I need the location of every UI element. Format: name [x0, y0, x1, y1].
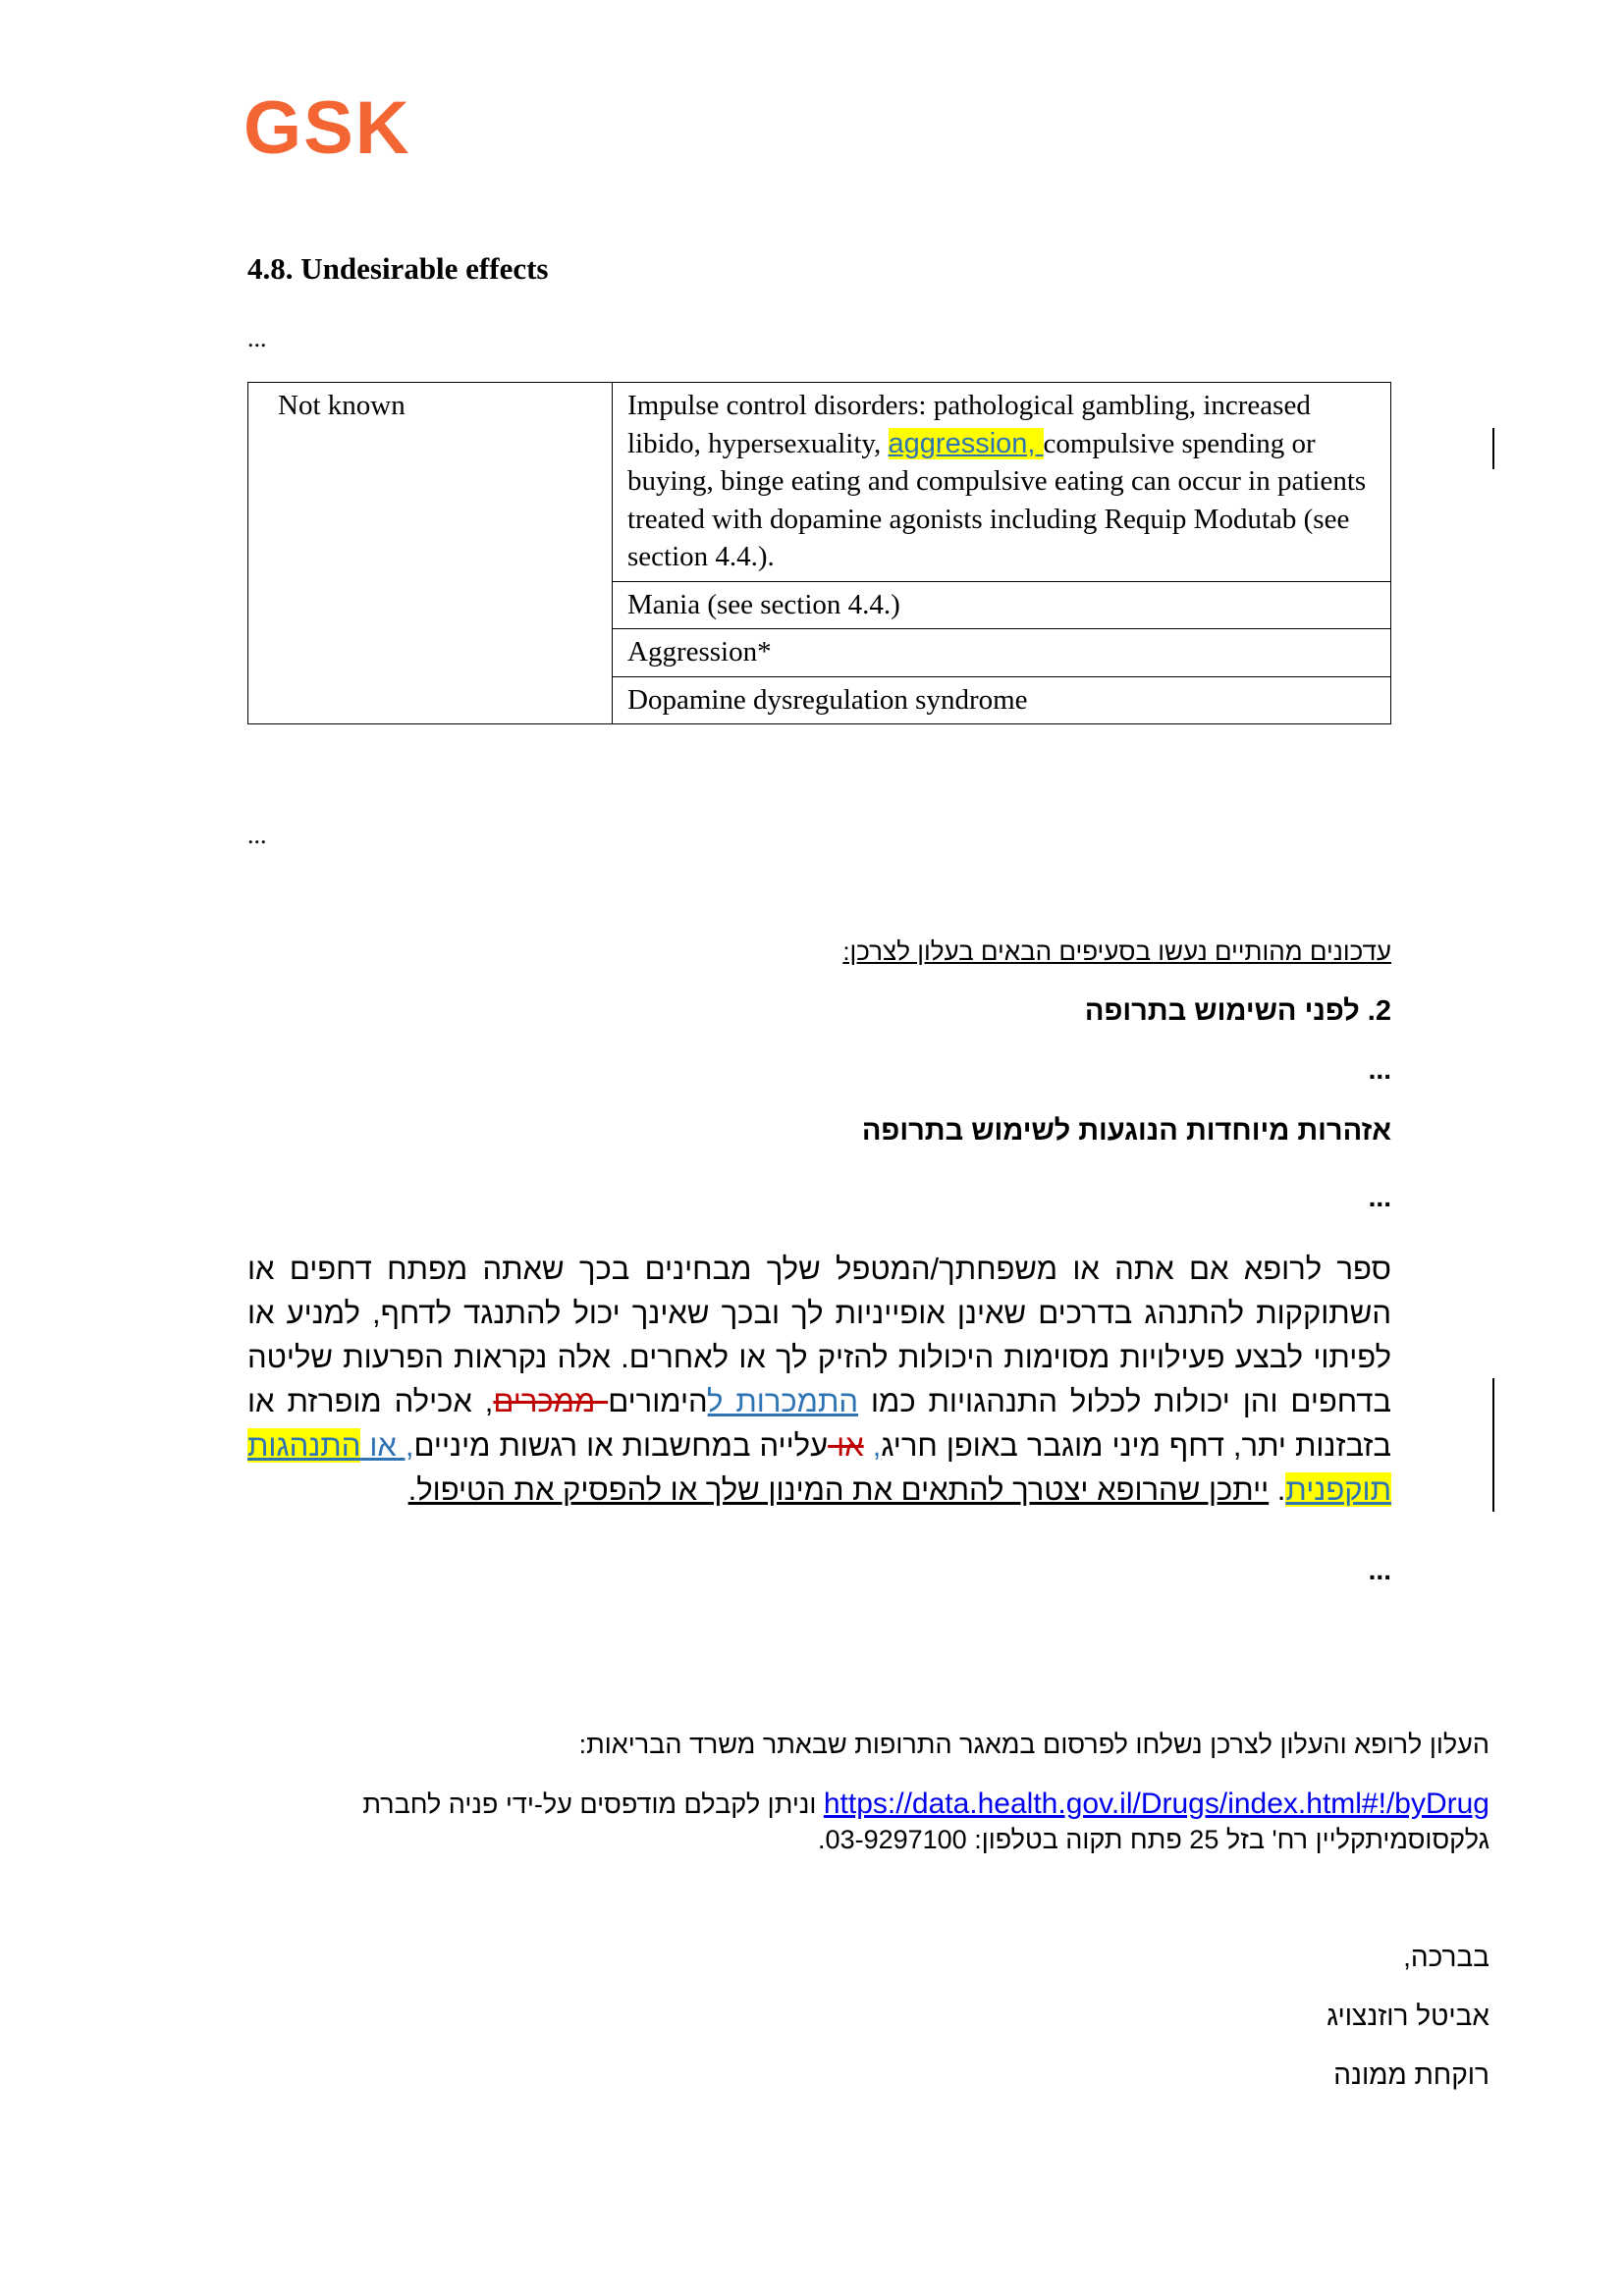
publication-note: העלון לרופא והעלון לצרכן נשלחו לפרסום במאגר התרופות שבאתר משרד הבריאות: — [578, 1730, 1489, 1759]
paragraph-text: הימורים — [608, 1384, 708, 1418]
logo-text: GSK — [244, 94, 411, 159]
table-row — [248, 383, 1391, 582]
signatory-role: רוקחת ממונה — [1333, 2059, 1489, 2090]
paragraph-text: . — [1269, 1472, 1286, 1507]
gsk-logo — [244, 94, 440, 164]
highlighted-insertion: התנהגות תוקפנית — [247, 1428, 1391, 1507]
effect-cell — [613, 383, 1391, 582]
contact-note — [282, 1787, 1489, 1857]
change-bar — [1492, 428, 1494, 469]
effect-cell: Dopamine dysregulation syndrome — [613, 676, 1391, 724]
leaflet-subheading: אזהרות מיוחדות הנוגעות לשימוש בתרופה — [861, 1115, 1391, 1147]
ellipsis: ... — [247, 821, 267, 849]
deleted-text: או — [828, 1428, 864, 1463]
paragraph-text — [864, 1428, 873, 1463]
paragraph-text: , אכילה מופרזת או בזבזנות יתר, דחף מיני מוגבר באופן חריג — [247, 1384, 1391, 1463]
effect-text: compulsive spending or buying, binge eating and compulsive eating can occur in patients treated with dopamine agonists including Requip Modutab (see section 4.4.). — [627, 427, 1367, 572]
deleted-text: ממכרים — [493, 1384, 609, 1418]
signatory-name: אביטל רוזנצויג — [1326, 2001, 1489, 2031]
contact-text: וניתן לקבלם מודפסים על-ידי פניה לחברת גלקסוסמיתקליין רח' בזל 25 פתח תקוה בטלפון: 03-9297100. — [362, 1789, 1489, 1854]
inserted-text: , — [872, 1428, 882, 1463]
undesirable-effects-table — [247, 382, 1391, 724]
underlined-text: ייתכן שהרופא יצטרך להתאים את המינון שלך או להפסיק את הטיפול. — [407, 1472, 1270, 1507]
paragraph-text: עלייה במחשבות או רגשות מיניים — [413, 1428, 829, 1463]
paragraph-text: ספר לרופא אם אתה או משפחתך/המטפל שלך מבחינים בכך שאתה מפתח דחפים או השתוקקות להתנהג בדרכים שאינן אופייניות לך ובכך שאינך יכול להתנגד לדחף, למניע או לפיתוי לבצע פעילויות מסוימות היכולות להזיק לך או לאחרים. אלה נקראות הפרעות שליטה בדחפים והן יכולות לכלול התנהגויות כמו — [247, 1252, 1391, 1418]
highlighted-insertion: aggression, — [888, 427, 1044, 459]
leaflet-intro: עדכונים מהותיים נעשו בסעיפים הבאים בעלון לצרכן: — [842, 936, 1391, 966]
section-title: 4.8. Undesirable effects — [247, 251, 549, 286]
effect-text: Impulse control disorders: pathological gambling, increased libido, hypersexuality, — [627, 390, 1311, 459]
greeting: בברכה, — [1403, 1942, 1489, 1972]
inserted-text: התמכרות ל — [707, 1384, 859, 1418]
effect-cell: Aggression* — [613, 629, 1391, 677]
drugs-database-link[interactable]: https://data.health.gov.il/Drugs/index.html#!/byDrug — [823, 1788, 1489, 1820]
ellipsis: ... — [1368, 1054, 1391, 1085]
ellipsis: ... — [1368, 1182, 1391, 1212]
ellipsis: ... — [1368, 1555, 1391, 1585]
leaflet-paragraph — [247, 1247, 1391, 1512]
inserted-text: , או — [360, 1428, 414, 1463]
leaflet-heading: 2. לפני השימוש בתרופה — [1084, 995, 1391, 1027]
frequency-cell: Not known — [248, 383, 613, 724]
effect-cell: Mania (see section 4.4.) — [613, 581, 1391, 629]
ellipsis: ... — [247, 324, 267, 352]
change-bar — [1492, 1378, 1494, 1512]
